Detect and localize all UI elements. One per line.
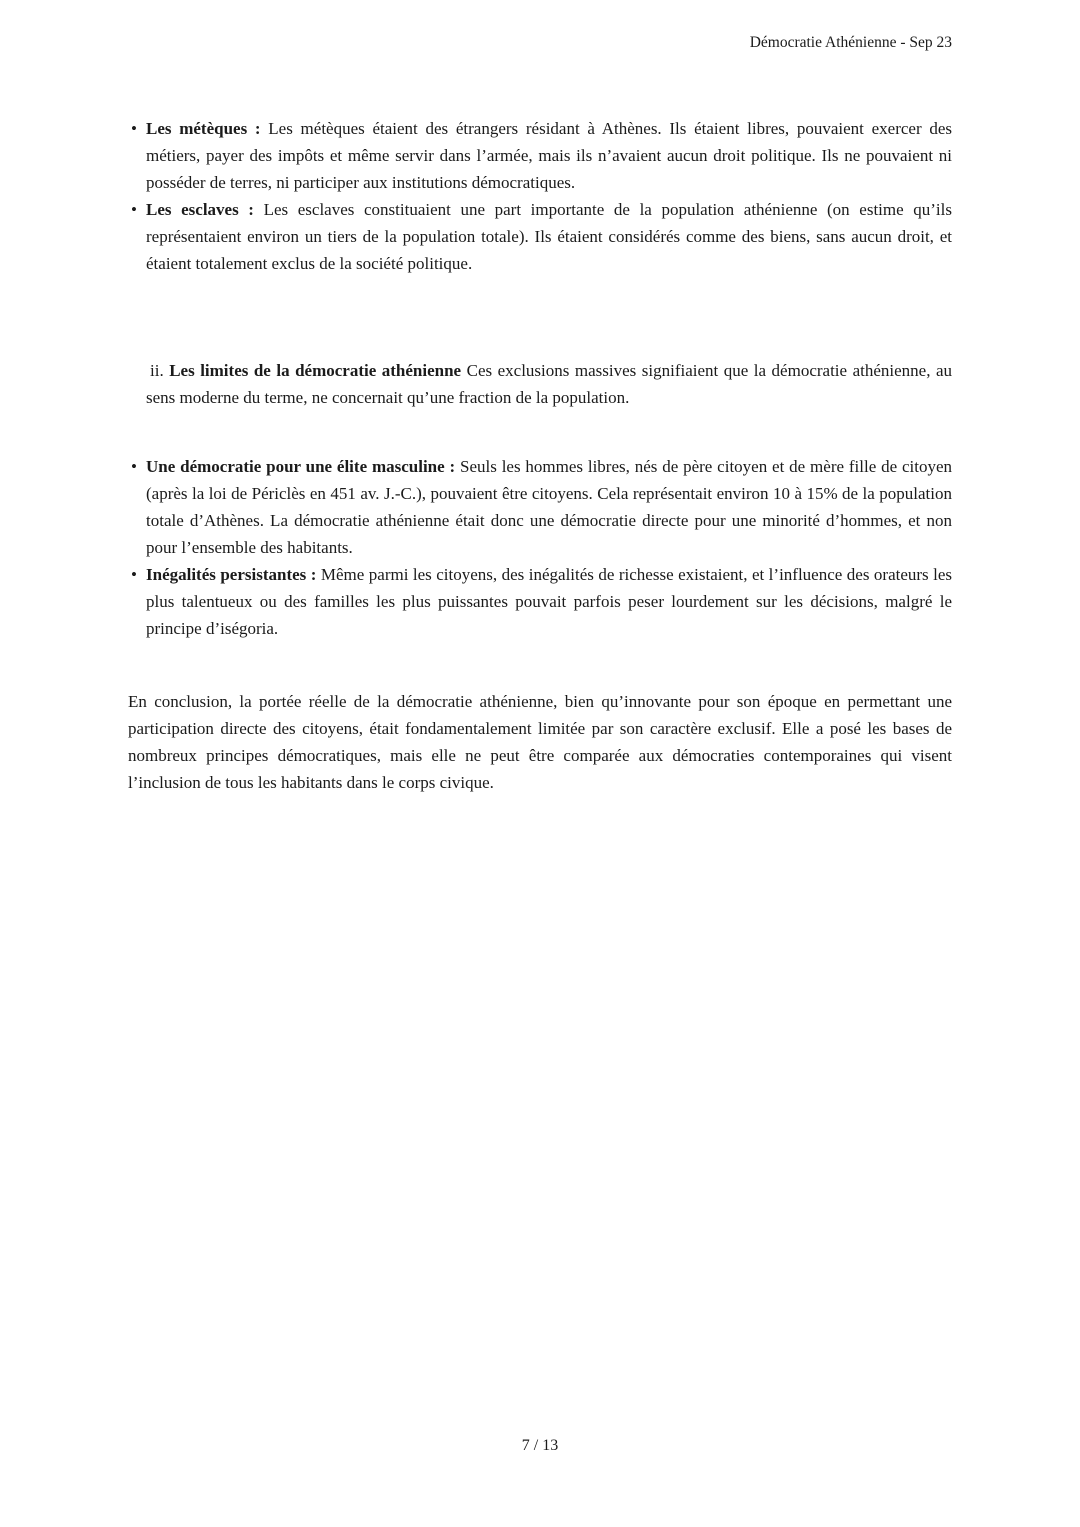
list-item-elite — [128, 453, 952, 561]
subsection-limites — [128, 357, 952, 411]
bullet-list-exclusions — [128, 115, 952, 277]
list-item-lead: Les métèques : — [146, 119, 261, 138]
page-number: 7 / 13 — [521, 1437, 559, 1454]
list-item-text: Les métèques étaient des étrangers résidant à Athènes. Ils étaient libres, pouvaient exercer des métiers, payer des impôts et même servir dans l’armée, mais ils n’avaient aucun droit politique. Ils ne pouvaient ni posséder de terres, ni participer aux institutions démocratiques. — [146, 119, 952, 192]
list-item-text: Même parmi les citoyens, des inégalités de richesse existaient, et l’influence des orateurs les plus talentueux ou des familles les plus puissantes pouvait parfois peser lourdement sur les décisions, malgré le principe d’iségoria. — [146, 565, 953, 638]
conclusion-paragraph: En conclusion, la portée réelle de la démocratie athénienne, bien qu’innovante pour son époque en permettant une participation directe des citoyens, était fondamentalement limitée par son caractère exclusif. Elle a posé les bases de nombreux principes démocratiques, mais elle ne peut être comparée aux démocraties contemporaines qui visent l’inclusion de tous les habitants dans le corps civique. — [128, 692, 952, 792]
header-title: Démocratie Athénienne - Sep 23 — [749, 34, 952, 51]
bullet-icon: • — [131, 565, 137, 584]
list-item-text: Seuls les hommes libres, nés de père citoyen et de mère fille de citoyen (après la loi de Périclès en 451 av. J.-C.), pouvaient être citoyens. Cela représentait environ 10 à 15% de la population totale d’Athènes. La démocratie athénienne était donc une démocratie directe pour une minorité d’hommes, et non pour l’ensemble des habitants. — [146, 457, 952, 557]
page-header — [128, 33, 952, 53]
list-item-lead: Les esclaves : — [146, 200, 254, 219]
bullet-list-limites — [128, 453, 952, 642]
page-footer — [0, 1437, 1080, 1455]
bullet-icon: • — [131, 119, 137, 138]
list-item-metics — [128, 115, 952, 196]
list-item-lead: Une démocratie pour une élite masculine : — [146, 457, 456, 476]
list-item-text: Les esclaves constituaient une part importante de la population athénienne (on estime qu’ils représentaient environ un tiers de la population totale). Ils étaient considérés comme des biens, sans aucun droit, et étaient totalement exclus de la société politique. — [146, 200, 952, 273]
subsection-text: Ces exclusions massives signifiaient que la démocratie athénienne, au sens moderne du terme, ne concernait qu’une fraction de la population. — [146, 361, 952, 407]
list-item-inequalities — [128, 561, 952, 642]
subsection-prefix: ii. — [150, 361, 164, 380]
subsection-heading: Les limites de la démocratie athénienne — [169, 361, 462, 380]
bullet-icon: • — [131, 200, 137, 219]
bullet-icon: • — [131, 457, 137, 476]
list-item-slaves — [128, 196, 952, 277]
list-item-lead: Inégalités persistantes : — [146, 565, 317, 584]
